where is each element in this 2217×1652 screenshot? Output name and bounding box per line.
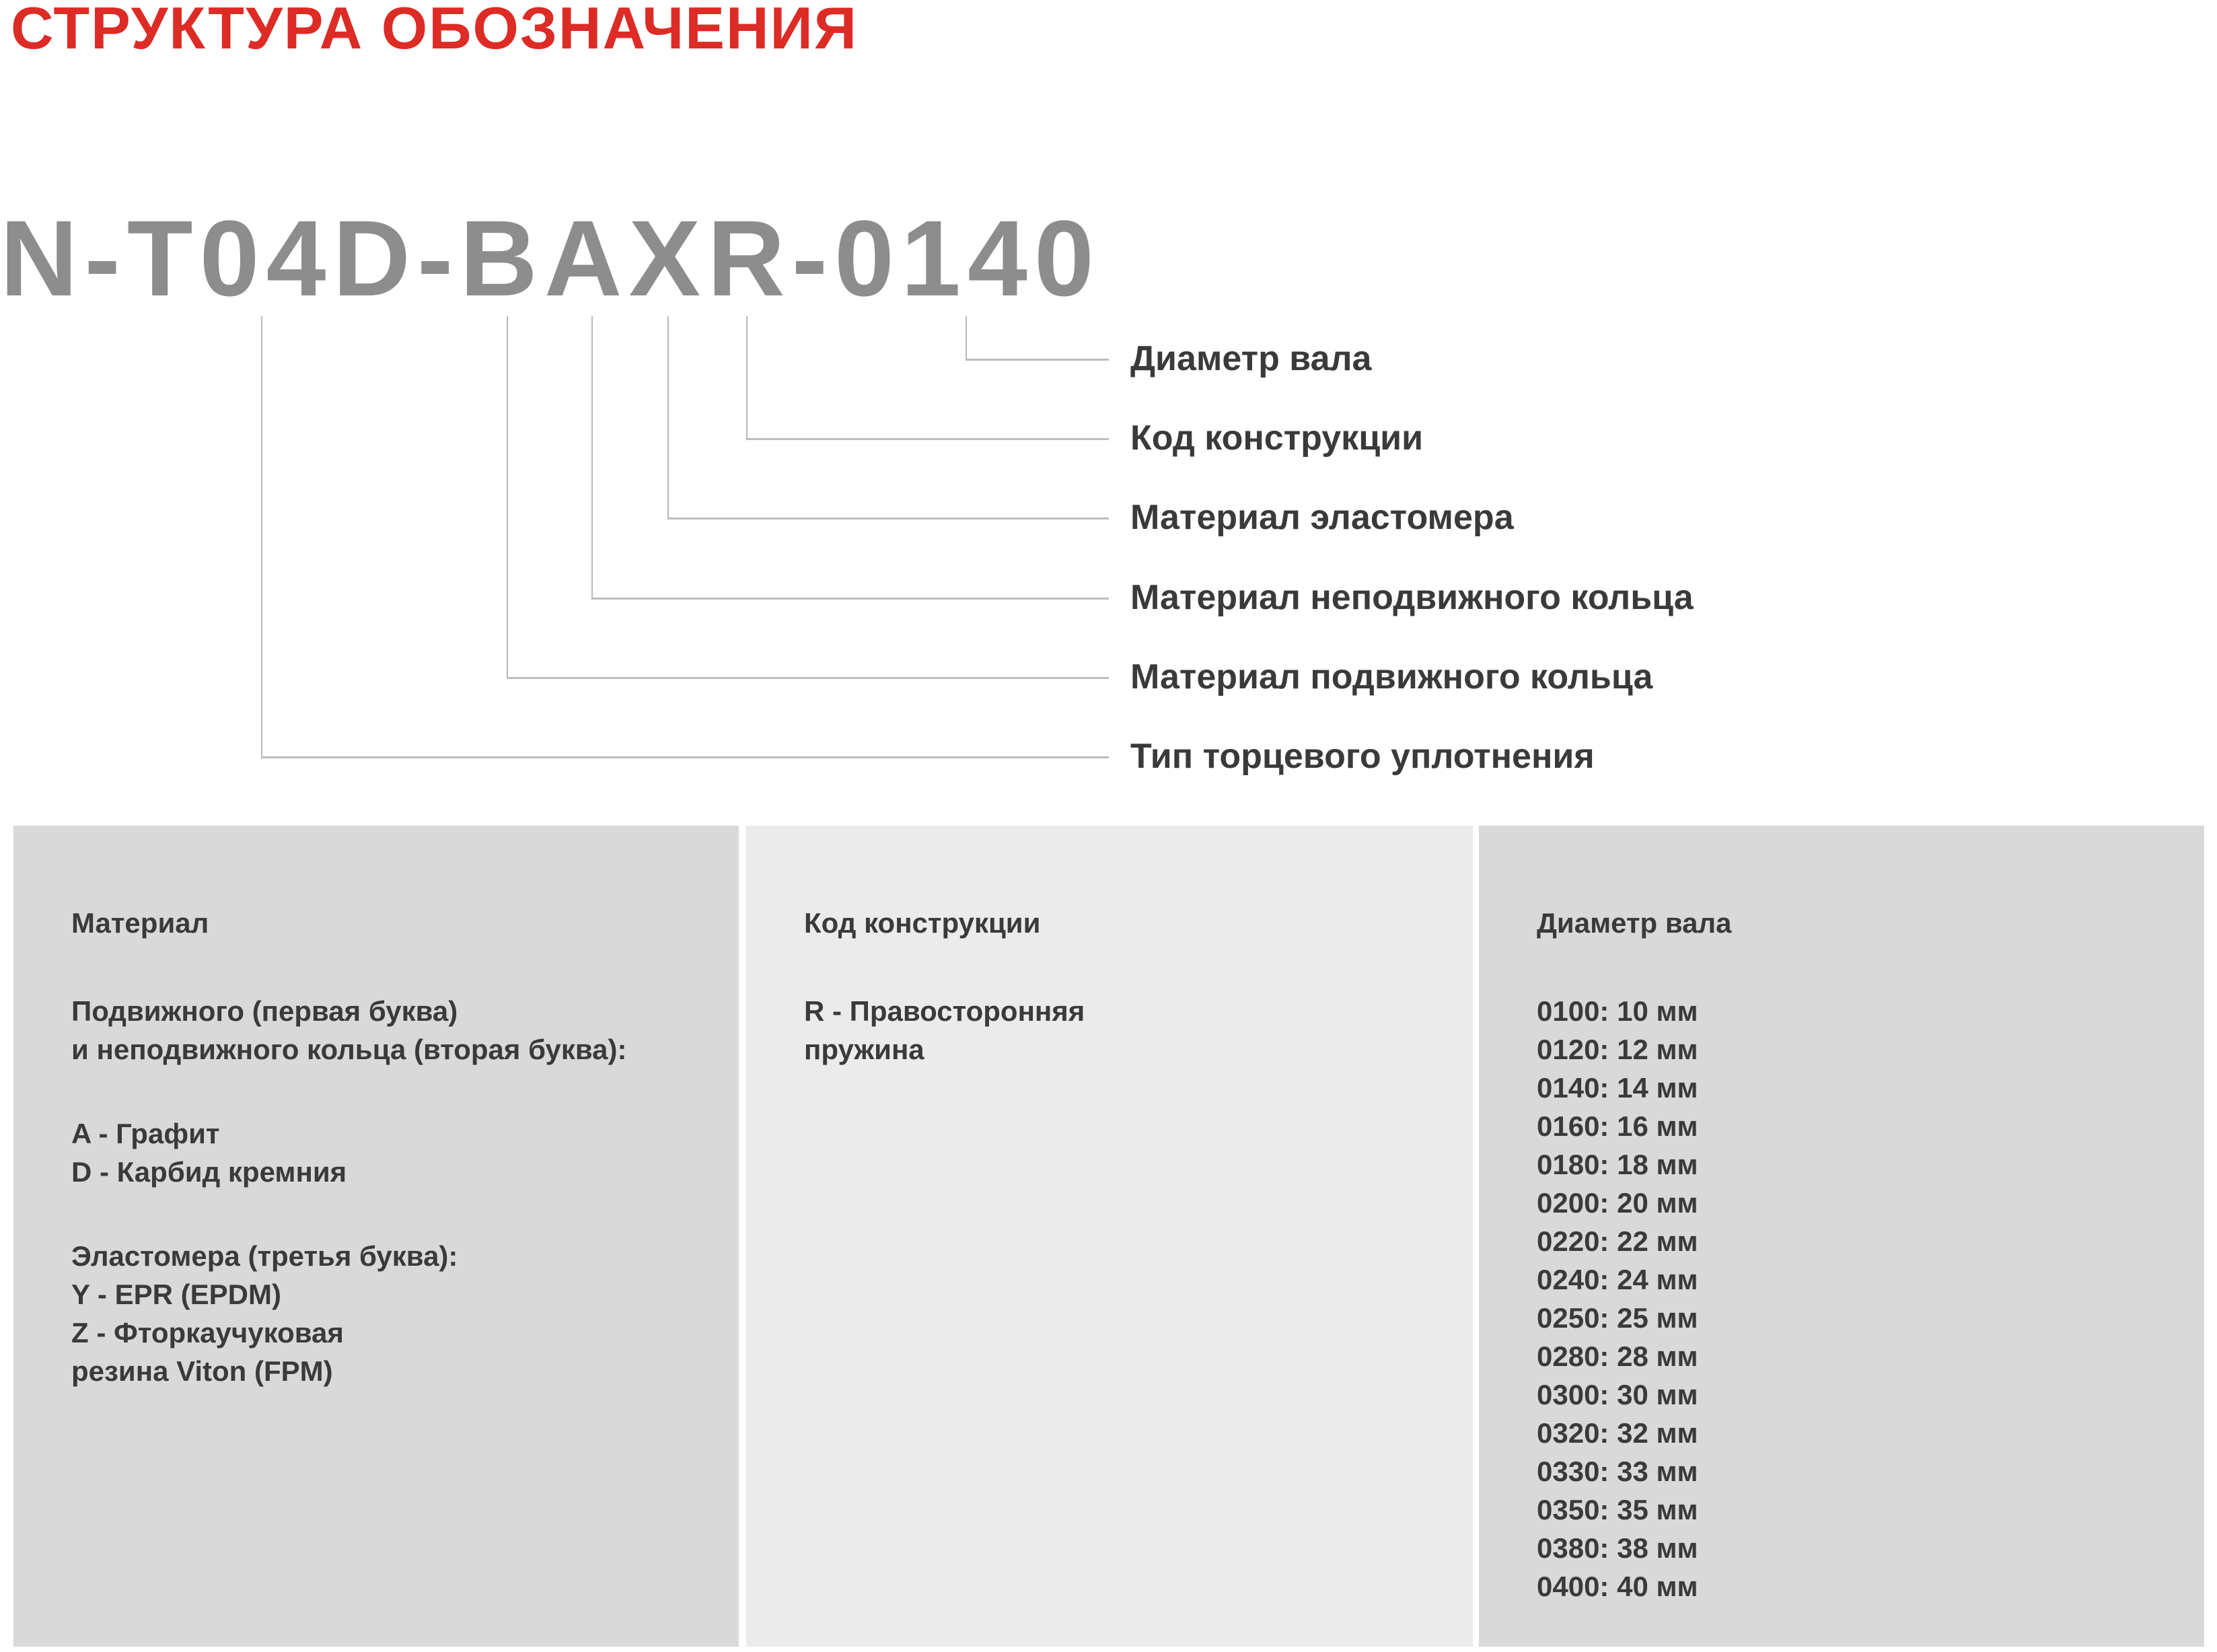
panel-line: 0160: 16 мм (1537, 1110, 1698, 1142)
panel-line: пружина (804, 1034, 924, 1065)
panel-material-ring-letters (71, 992, 698, 1069)
panel-line: 0200: 20 мм (1537, 1187, 1698, 1219)
callout-label-shaft-diameter: Диаметр вала (1130, 339, 1372, 378)
panel-line: 0300: 30 мм (1537, 1379, 1698, 1410)
page-title: СТРУКТУРА ОБОЗНАЧЕНИЯ (11, 0, 859, 61)
panel-line: 0220: 22 мм (1537, 1225, 1698, 1257)
panel-line: 0380: 38 мм (1537, 1532, 1698, 1564)
panel-line: Эластомера (третья буква): (71, 1240, 458, 1272)
panel-line: 0140: 14 мм (1537, 1072, 1698, 1104)
callout-label-rotary-ring-material: Материал подвижного кольца (1130, 657, 1653, 696)
panel-line: 0100: 10 мм (1537, 995, 1698, 1027)
callout-label-elastomer-material: Материал эластомера (1130, 498, 1514, 537)
panel-line: 0250: 25 мм (1537, 1302, 1698, 1334)
panel-line: 0120: 12 мм (1537, 1034, 1698, 1065)
panel-material-ring-codes (71, 1114, 698, 1191)
panel-line: A - Графит (71, 1118, 220, 1149)
panel-shaft-diameter-title: Диаметр вала (1537, 907, 1732, 939)
panel-line: резина Viton (FPM) (71, 1355, 333, 1387)
panel-line: 0320: 32 мм (1537, 1417, 1698, 1449)
panel-line: 0350: 35 мм (1537, 1494, 1698, 1525)
callout-label-construction-code: Код конструкции (1130, 419, 1424, 458)
panel-line: и неподвижного кольца (вторая буква): (71, 1034, 627, 1065)
panel-material-elastomer-codes (71, 1237, 698, 1390)
panel-line: 0280: 28 мм (1537, 1340, 1698, 1372)
panel-line: Подвижного (первая буква) (71, 995, 458, 1027)
callout-line-seal-type (261, 316, 1109, 758)
callout-label-stationary-ring-material: Материал неподвижного кольца (1130, 578, 1694, 617)
panel-material (13, 826, 739, 1647)
panel-line: Z - Фторкаучуковая (71, 1317, 344, 1349)
panel-line: 0400: 40 мм (1537, 1571, 1698, 1602)
callout-label-seal-type: Тип торцевого уплотнения (1130, 737, 1595, 776)
panel-shaft-diameter-values (1537, 992, 2164, 1606)
panel-line: R - Правосторонняя (804, 995, 1085, 1027)
panel-construction-code-values (804, 992, 1432, 1069)
panel-material-title: Материал (71, 907, 209, 939)
panel-line: 0330: 33 мм (1537, 1456, 1698, 1487)
panel-construction-code-title: Код конструкции (804, 907, 1041, 939)
panel-line: 0180: 18 мм (1537, 1149, 1698, 1180)
panel-construction-code (746, 826, 1473, 1647)
panel-line: 0240: 24 мм (1537, 1264, 1698, 1295)
panel-line: Y - EPR (EPDM) (71, 1279, 281, 1310)
panel-line: D - Карбид кремния (71, 1156, 347, 1188)
panel-shaft-diameter (1479, 826, 2204, 1647)
product-code: N-T04D-BAXR-0140 (0, 198, 1101, 318)
